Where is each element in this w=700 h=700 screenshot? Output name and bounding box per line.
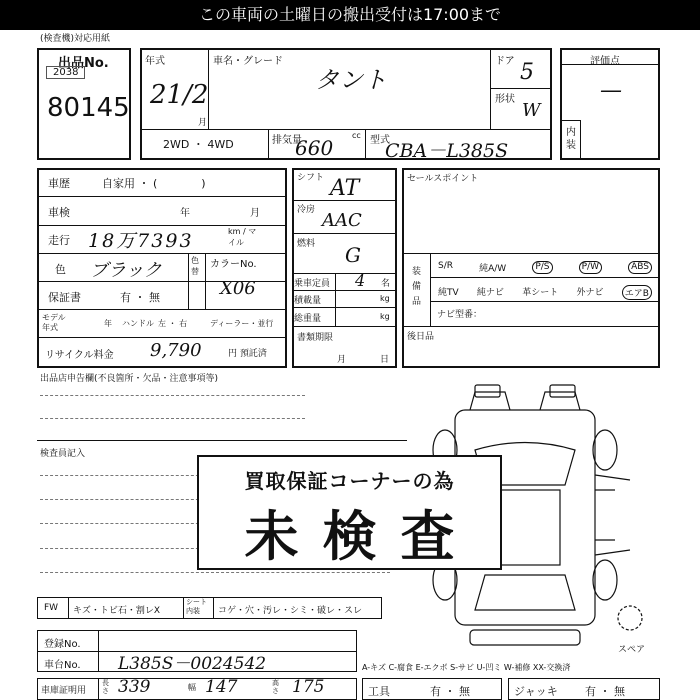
equip-navi: 純ナビ: [476, 288, 504, 298]
inspector-notes-label: 検査員記入: [40, 449, 86, 459]
equip-aw: 純A/W: [479, 264, 507, 274]
seat-label: シート内装: [186, 598, 207, 615]
recycle-label: リサイクル料金: [45, 350, 114, 361]
gross-label: 総重量: [294, 314, 322, 324]
inspection-label: 車検: [48, 206, 70, 219]
aircon-label: 冷房: [297, 205, 316, 215]
equip-pw: P/W: [579, 261, 602, 274]
dealer-label: ディーラー・並行: [210, 319, 274, 328]
displacement-label: 排気量: [272, 135, 302, 146]
handle-label: ハンドル: [122, 319, 154, 328]
equipment-row-1: [438, 261, 660, 274]
cert-width: 147: [205, 677, 238, 697]
warranty-label: 保証書: [48, 291, 81, 304]
color-label: 色: [55, 263, 66, 276]
fw-label: FW: [44, 603, 59, 613]
gross-unit: kg: [380, 312, 390, 321]
equip-leather: 革シート: [522, 288, 559, 298]
doc-deadline-label: 書類期限: [297, 333, 334, 343]
cert-height: 175: [292, 677, 325, 697]
spare-label: スペア: [618, 645, 646, 655]
sales-point-label: セールスポイント: [407, 174, 479, 184]
equipment-label: 装備品: [412, 267, 422, 307]
capacity-unit: 名: [381, 279, 391, 289]
shift-value: AT: [330, 176, 360, 201]
model-value: タント: [315, 66, 387, 94]
displacement-unit: cc: [352, 131, 361, 140]
recycle-unit: 円 預託済: [228, 349, 267, 359]
recycle-value: 9,790: [150, 340, 202, 361]
damage-legend: A-キズ C-腐食 E-エクボ S-サビ U-凹ミ W-補修 XX-交換済: [362, 663, 571, 672]
doc-deadline-day: 日: [380, 355, 390, 365]
fuel-value: G: [345, 243, 361, 267]
lot-number: 80145: [47, 93, 130, 123]
chassis-value: L385S－0024542: [118, 654, 267, 674]
cert-height-label: 高さ: [272, 679, 279, 695]
equip-ps: P/S: [532, 261, 552, 274]
cert-length-label: 長さ: [102, 679, 109, 695]
mileage-value: 18万7393: [88, 230, 194, 252]
seat-items: コゲ・穴・汚レ・シミ・破レ・スレ: [218, 606, 363, 616]
shape-label: 形状: [495, 94, 515, 105]
capacity-label: 乗車定員: [294, 279, 331, 289]
equip-abs: ABS: [628, 261, 652, 274]
type-value: CBA－L385S: [385, 140, 509, 162]
stamp-line-2: 未検査: [244, 505, 479, 568]
equip-sr: S/R: [438, 261, 453, 271]
year-month-unit: 月: [198, 118, 208, 128]
color-code-value: X06: [220, 278, 256, 299]
cert-width-label: 幅: [188, 683, 196, 692]
equip-airbag: エアB: [622, 285, 652, 300]
lot-label: 出品No.: [58, 56, 109, 71]
cert-label: 車庫証明用: [41, 686, 87, 696]
cert-length: 339: [118, 677, 151, 697]
fuel-label: 燃料: [297, 239, 316, 249]
rating-value: —: [600, 78, 622, 103]
warranty-value: 有 ・ 無: [120, 291, 160, 304]
jack-value: 有 ・ 無: [585, 685, 625, 698]
mileage-label: 走行: [48, 234, 70, 247]
history-value: 自家用 ・ ( ): [102, 177, 206, 190]
equipment-row-2: [438, 285, 660, 300]
capacity-value: 4: [355, 271, 366, 290]
mileage-unit: km / マイル: [228, 227, 257, 247]
shift-label: シフト: [297, 173, 325, 183]
color-change-label: 色替: [191, 256, 199, 276]
year-value: 21/2: [150, 80, 209, 110]
aircon-value: AAC: [322, 210, 362, 231]
tools-value: 有 ・ 無: [430, 685, 470, 698]
registration-label: 登録No.: [44, 639, 81, 650]
doors-value: 5: [520, 60, 534, 85]
tools-label: 工具: [368, 685, 390, 698]
jack-label: ジャッキ: [514, 685, 558, 698]
equip-tv: 純TV: [438, 288, 459, 298]
displacement-value: 660: [295, 136, 334, 160]
not-inspected-stamp: [197, 455, 502, 570]
fw-items: キズ・トビ石・割レX: [73, 606, 160, 616]
history-label: 車歴: [48, 177, 70, 190]
saturday-notice-banner: この車両の土曜日の搬出受付は17:00まで: [0, 0, 700, 30]
drive-options: 2WD ・ 4WD: [163, 138, 234, 151]
navi-model-label: ナビ型番：: [437, 310, 483, 320]
equip-ext-navi: 外ナビ: [576, 288, 604, 298]
model-year-label: モデル年式: [42, 313, 66, 332]
handle-value: 左 ・ 右: [158, 319, 188, 328]
color-code-label: カラーNo.: [210, 259, 257, 270]
lot-sub: 2038: [46, 66, 85, 79]
doc-deadline-month: 月: [337, 355, 347, 365]
seller-notes-label: 出品店申告欄(不良箇所・欠品・注意事項等): [40, 374, 219, 384]
model-year-unit: 年: [104, 319, 112, 328]
color-value: ブラック: [90, 260, 162, 281]
year-label: 年式: [145, 56, 165, 67]
rating-label: 評価点: [590, 56, 620, 67]
doors-label: ドア: [495, 56, 515, 67]
form-title: (検査機)対応用紙: [40, 34, 111, 44]
inspection-year-unit: 年: [180, 208, 190, 219]
interior-label: 内装: [566, 127, 576, 151]
shape-value: W: [522, 100, 541, 121]
inspection-month-unit: 月: [250, 208, 260, 219]
type-label: 型式: [370, 135, 390, 146]
post-date-label: 後日品: [407, 332, 435, 342]
load-label: 積載量: [294, 296, 322, 306]
stamp-line-1: 買取保証コーナーの為: [244, 469, 455, 493]
model-label: 車名・グレード: [213, 56, 283, 67]
load-unit: kg: [380, 294, 390, 303]
chassis-label: 車台No.: [44, 660, 81, 671]
